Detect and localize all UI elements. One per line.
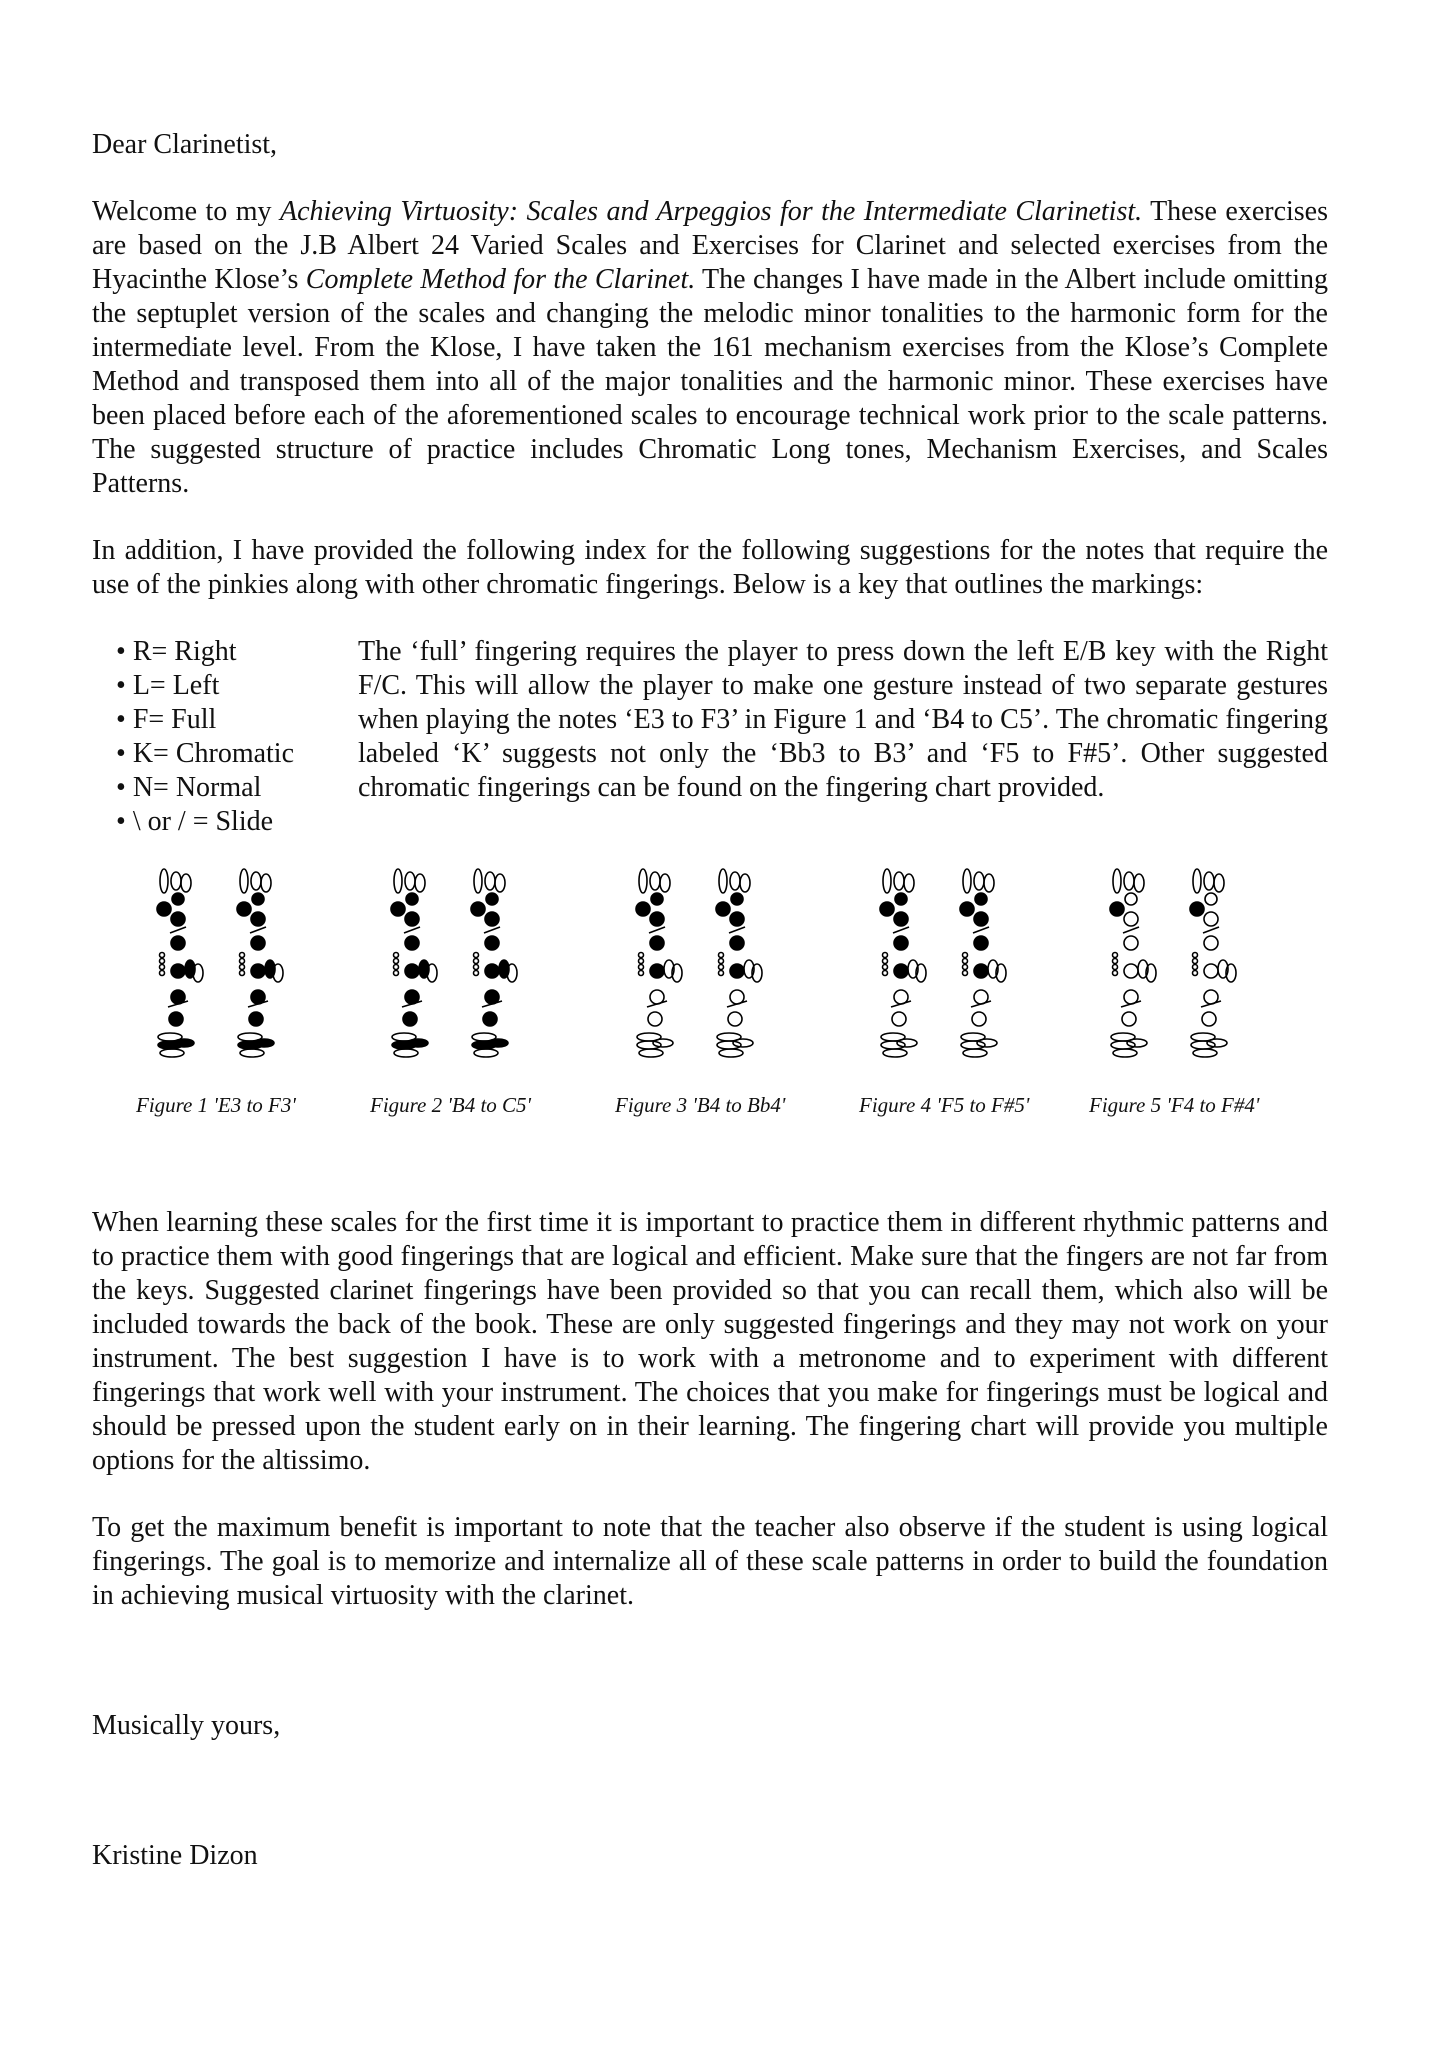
signature: Kristine Dizon (92, 1840, 258, 1871)
learning-paragraph: When learning these scales for the first time it is important to practice them in different rhythmic patterns and to practice them with good fingerings that are logical and efficient. Make sure that the fingers are not far from the keys. Suggested clarinet fingerings have been provided so that you can recall them, which also will be included towards the back of the book. These are only suggested fingerings and they may not work on your instrument. The best suggestion I have is to work with a metronome and to experiment with different fingerings that work well with your instrument. The choices that you make for fingerings must be logical and should be pressed upon the student early on in their learning. The fingering chart will provide you multiple options for the altissimo. (92, 1207, 1328, 1476)
figure-4 (859, 859, 1099, 1118)
letter-page (92, 128, 1328, 1873)
key-section (92, 635, 1328, 839)
book-title: Achieving Virtuosity: Scales and Arpeggios for the Intermediate Clarinetist. (279, 196, 1143, 227)
key-item: • L= Left (116, 669, 358, 703)
key-item: • N= Normal (116, 771, 358, 805)
key-item: • F= Full (116, 703, 358, 737)
key-list (92, 635, 358, 839)
fingering-diagram-icon (1089, 859, 1259, 1094)
key-item: • R= Right (116, 635, 358, 669)
closing: Musically yours, (92, 1710, 281, 1741)
figure-caption: Figure 4 'F5 to F#5' (859, 1093, 1030, 1117)
fingering-diagram-icon (859, 859, 1029, 1094)
figure-1 (136, 859, 376, 1118)
fingering-diagram-icon (370, 859, 540, 1094)
fingering-diagram-icon (136, 859, 306, 1094)
figure-caption: Figure 2 'B4 to C5' (370, 1093, 532, 1117)
figure-caption: Figure 5 'F4 to F#4' (1089, 1093, 1260, 1117)
figure-2 (370, 859, 610, 1118)
index-paragraph: In addition, I have provided the following index for the following suggestions for the notes that require the use of the pinkies along with other chromatic fingerings. Below is a key that outlines the markings: (92, 535, 1328, 600)
figure-3 (615, 859, 855, 1118)
key-explanation: The ‘full’ fingering requires the player to press down the left E/B key with the Right F/C. This will allow the player to make one gesture instead of two separate gestures when playing the notes ‘E3 to F3’ in Figure 1 and ‘B4 to C5’. The chromatic fingering labeled ‘K’ suggests not only the ‘Bb3 to B3’ and ‘F5 to F#5’. Other suggested chromatic fingerings can be found on the fingering chart provided. (358, 636, 1328, 803)
method-title: Complete Method for the Clarinet. (305, 264, 696, 295)
key-item: • K= Chromatic (116, 737, 358, 771)
key-item: • \ or / = Slide (116, 805, 358, 839)
intro-paragraph: Welcome to my Achieving Virtuosity: Scales and Arpeggios for the Intermediate Clarinetist. These exercises are based on the J.B Albert 24 Varied Scales and Exercises for Clarinet and selected exercises from the Hyacinthe Klose’s Complete Method for the Clarinet. The changes I have made in the Albert include omitting the septuplet version of the scales and changing the melodic minor tonalities to the harmonic form for the intermediate level. From the Klose, I have taken the 161 mechanism exercises from the Klose’s Complete Method and transposed them into all of the major tonalities and the harmonic minor. These exercises have been placed before each of the aforementioned scales to encourage technical work prior to the scale patterns. The suggested structure of practice includes Chromatic Long tones, Mechanism Exercises, and Scales Patterns. (92, 196, 1328, 499)
fingering-diagram-icon (615, 859, 785, 1094)
fingering-figures (92, 859, 1328, 1164)
greeting: Dear Clarinetist, (92, 129, 278, 160)
figure-caption: Figure 3 'B4 to Bb4' (615, 1093, 786, 1117)
benefit-paragraph: To get the maximum benefit is important to note that the teacher also observe if the student is using logical fingerings. The goal is to memorize and internalize all of these scale patterns in order to build the foundation in achieving musical virtuosity with the clarinet. (92, 1512, 1328, 1611)
figure-caption: Figure 1 'E3 to F3' (136, 1093, 296, 1117)
figure-5 (1089, 859, 1329, 1118)
